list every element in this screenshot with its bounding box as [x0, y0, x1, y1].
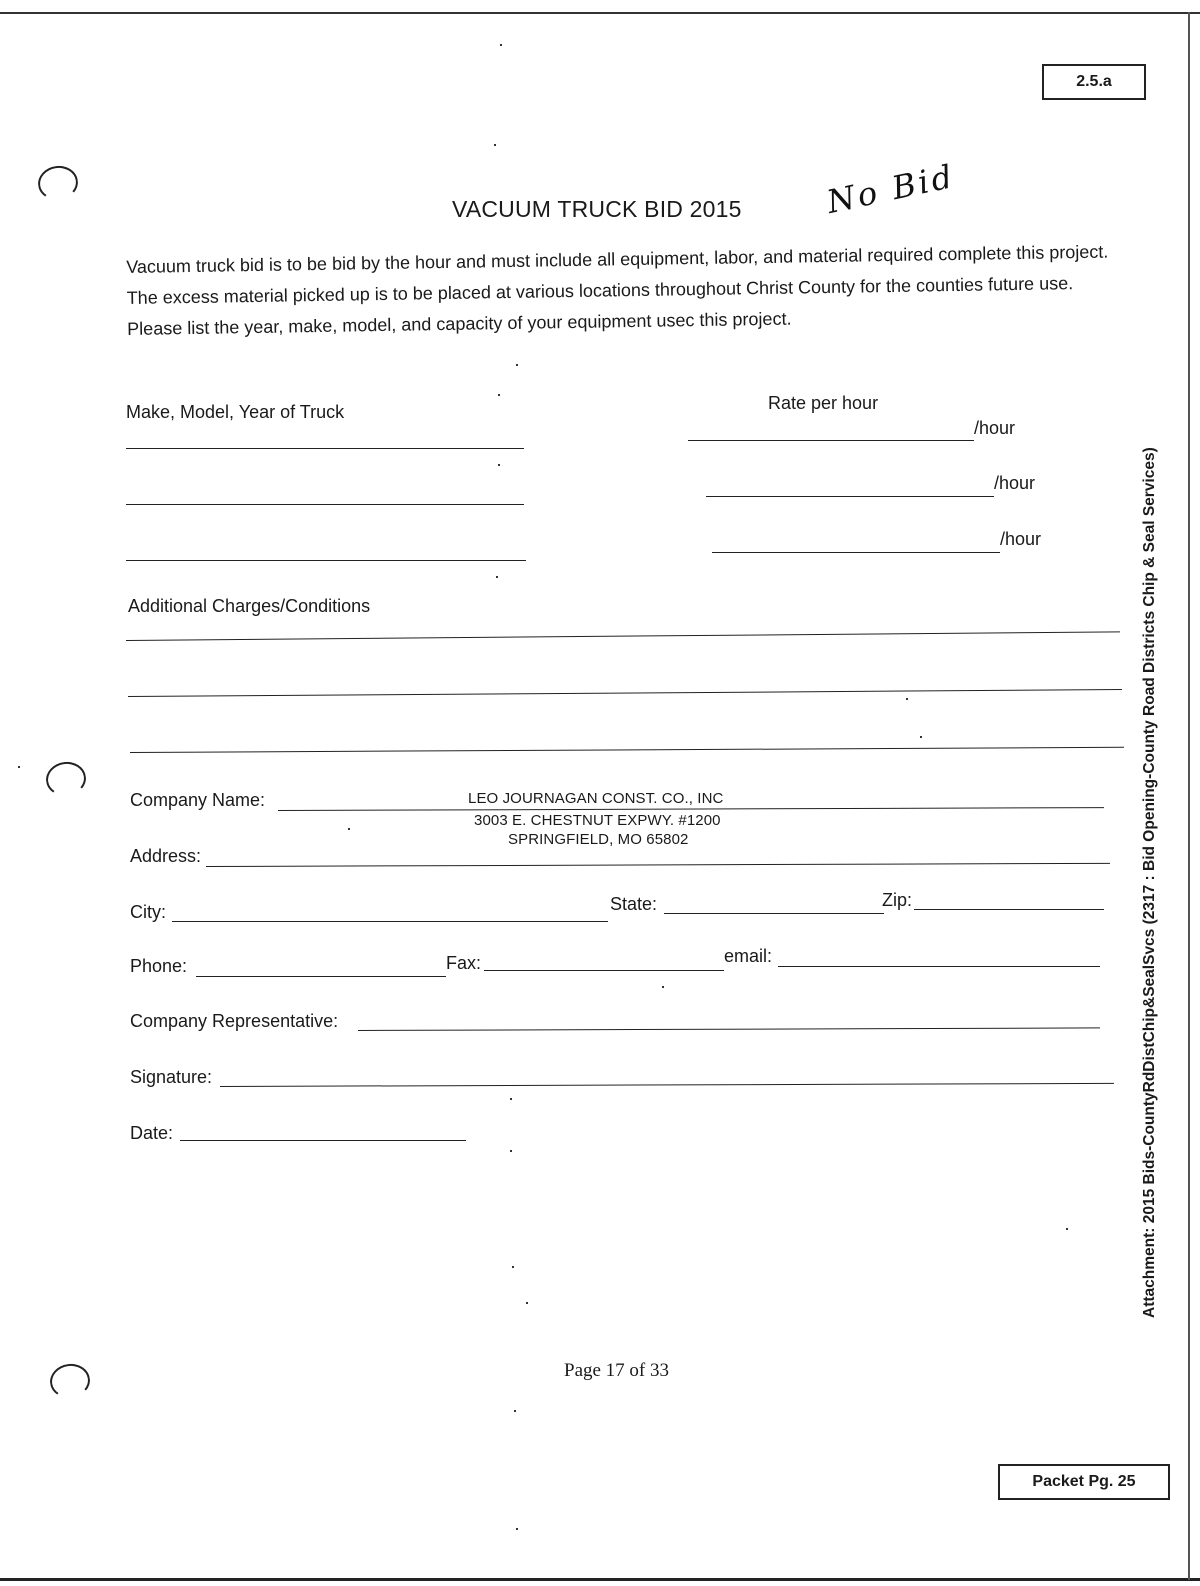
per-hour-label-3: /hour [1000, 529, 1042, 549]
additional-charges-label: Additional Charges/Conditions [128, 596, 371, 616]
stamp-street: 3003 E. CHESTNUT EXPWY. #1200 [474, 812, 721, 829]
scan-speck [516, 364, 518, 366]
punch-hole-top [36, 163, 80, 202]
per-hour-label-2: /hour [994, 473, 1036, 493]
stamp-city: SPRINGFIELD, MO 65802 [508, 831, 689, 848]
zip-label: Zip: [882, 890, 913, 910]
agenda-tag: 2.5.a [1042, 64, 1146, 100]
truck-line-3[interactable] [126, 560, 526, 561]
page-number: Page 17 of 33 [564, 1360, 670, 1381]
fax-line[interactable] [484, 970, 724, 971]
state-label: State: [610, 894, 658, 914]
punch-hole-middle [44, 759, 88, 798]
punch-hole-bottom [48, 1361, 92, 1400]
make-model-label: Make, Model, Year of Truck [126, 402, 345, 422]
scan-speck [498, 464, 500, 466]
truck-line-1[interactable] [126, 448, 524, 449]
additional-line-1[interactable] [126, 631, 1120, 641]
rate-label: Rate per hour [768, 393, 879, 413]
scan-speck [514, 1410, 516, 1412]
zip-line[interactable] [914, 909, 1104, 910]
signature-label: Signature: [130, 1067, 213, 1087]
scan-speck [510, 1150, 512, 1152]
scan-speck [1066, 1228, 1068, 1230]
city-line[interactable] [172, 921, 608, 922]
rate-line-1[interactable] [688, 440, 974, 441]
email-label: email: [724, 946, 773, 966]
additional-line-2[interactable] [128, 689, 1122, 697]
date-label: Date: [130, 1123, 174, 1143]
truck-line-2[interactable] [126, 504, 524, 505]
scan-speck [500, 44, 502, 46]
rate-line-3[interactable] [712, 552, 1000, 553]
per-hour-label-1: /hour [974, 418, 1016, 438]
page-bottom-edge [0, 1578, 1200, 1581]
page-top-edge [0, 12, 1200, 14]
scan-speck [512, 1266, 514, 1268]
packet-page-box: Packet Pg. 25 [998, 1464, 1170, 1500]
additional-line-3[interactable] [130, 747, 1124, 753]
stamp-company: LEO JOURNAGAN CONST. CO., INC [468, 790, 724, 807]
address-label: Address: [130, 846, 202, 866]
scan-speck [510, 1098, 512, 1100]
scan-speck [920, 736, 922, 738]
signature-line[interactable] [220, 1083, 1114, 1087]
company-rep-label: Company Representative: [130, 1011, 339, 1031]
company-name-line[interactable] [278, 807, 1104, 811]
email-line[interactable] [778, 966, 1100, 967]
city-label: City: [130, 902, 166, 922]
page-title: VACUUM TRUCK BID 2015 [452, 196, 742, 222]
scan-speck [906, 698, 908, 700]
rate-line-2[interactable] [706, 496, 994, 497]
phone-line[interactable] [196, 976, 446, 977]
address-line[interactable] [206, 863, 1110, 867]
scan-speck [526, 1302, 528, 1304]
fax-label: Fax: [446, 953, 482, 973]
scan-speck [498, 394, 500, 396]
scan-speck [348, 828, 350, 830]
attachment-side-label: Attachment: 2015 Bids-CountyRdDistChip&SealSvcs (2317 : Bid Opening-County Road Districts Chip & Seal Services) [1141, 447, 1158, 1318]
scan-speck [494, 144, 496, 146]
handwritten-no-bid: No Bid [823, 156, 959, 222]
page-right-edge [1188, 12, 1190, 1580]
instructions-paragraph: Vacuum truck bid is to be bid by the hour and must include all equipment, labor, and material required complete this project. The excess material picked up is to be placed at various locations throughout Christ County for the counties future use. Please list the year, make, model, and capacity of your equipment usec this project. [126, 241, 1109, 339]
date-line[interactable] [180, 1140, 466, 1141]
company-rep-line[interactable] [358, 1027, 1100, 1031]
scan-speck [496, 576, 498, 578]
phone-label: Phone: [130, 956, 188, 976]
scan-speck [18, 766, 20, 768]
scan-speck [662, 986, 664, 988]
scan-speck [516, 1528, 518, 1530]
company-name-label: Company Name: [130, 790, 266, 810]
state-line[interactable] [664, 913, 884, 914]
